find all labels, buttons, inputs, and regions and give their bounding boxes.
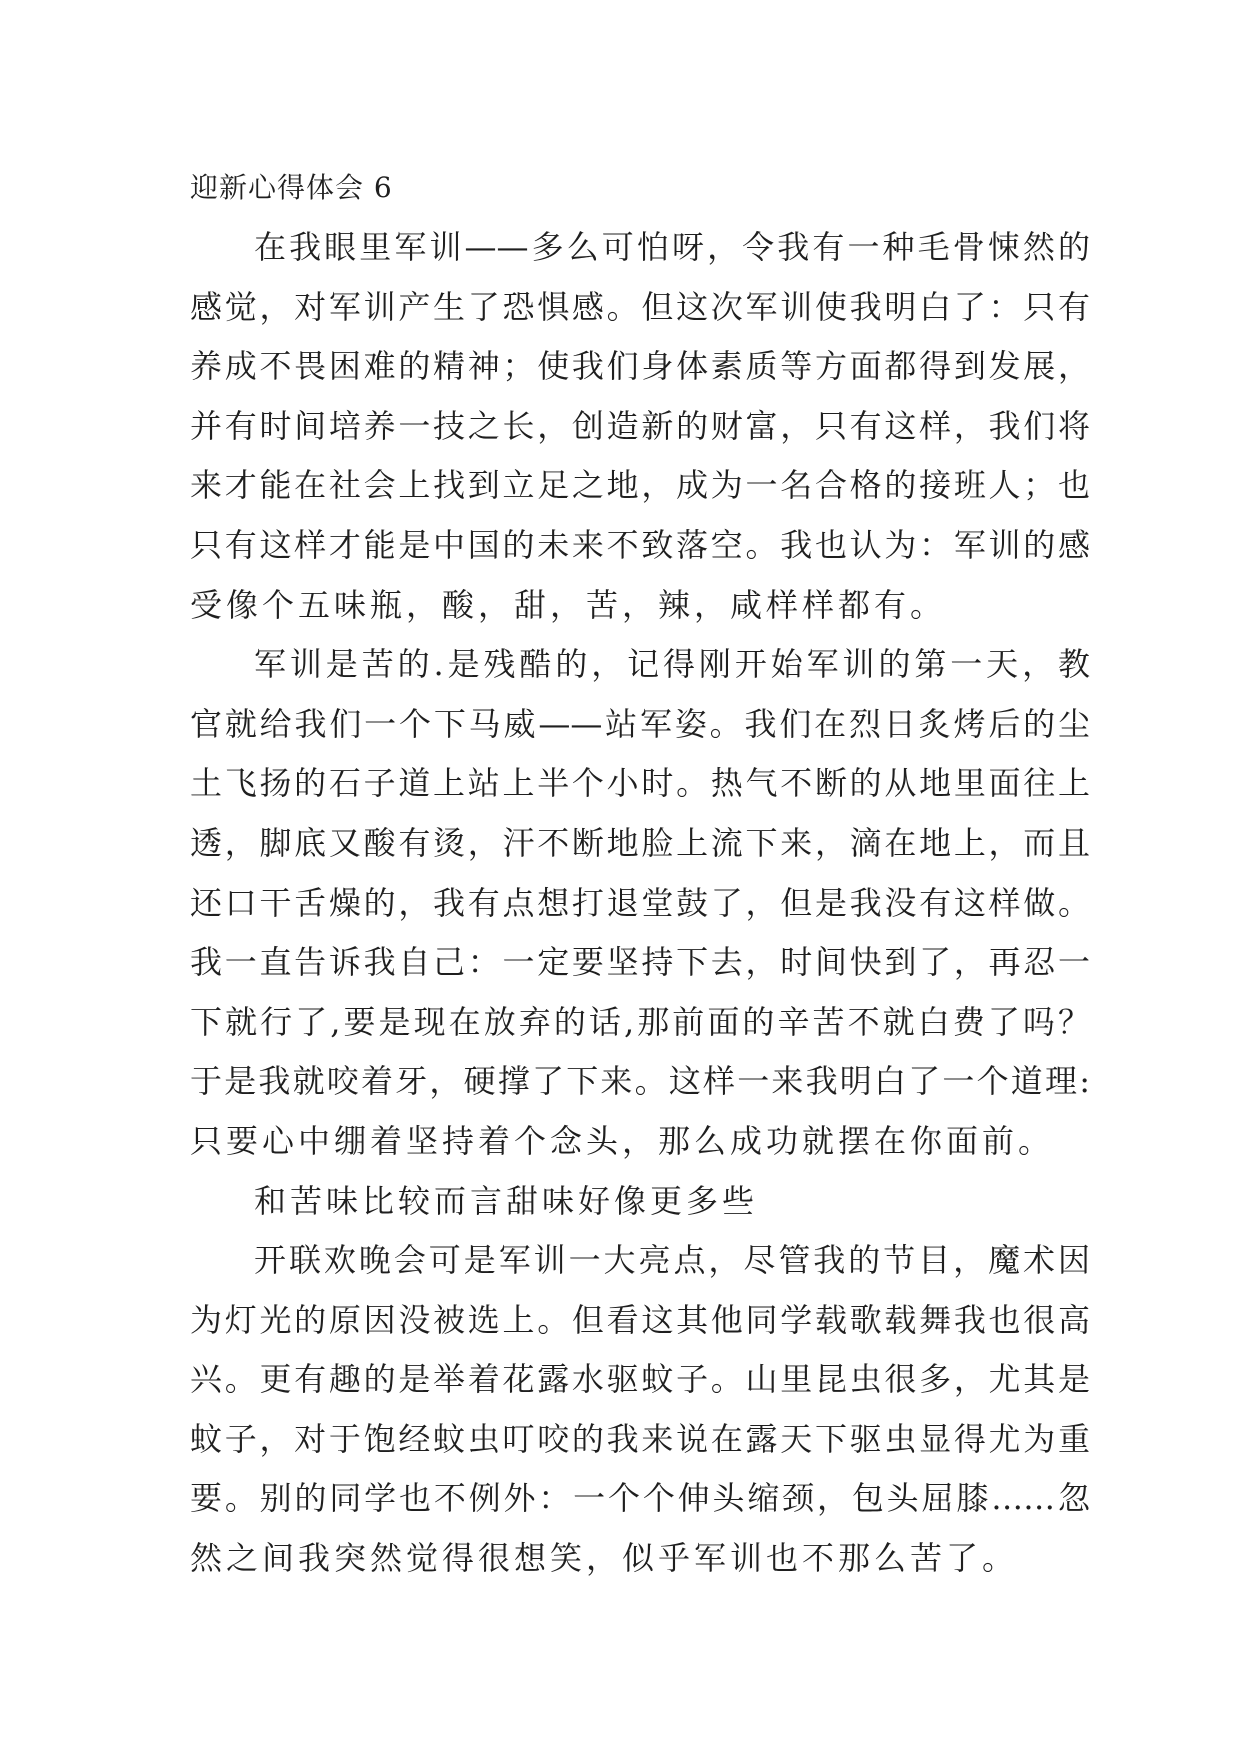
paragraph-line: 要。别的同学也不例外：一个个伸头缩颈，包头屈膝……忽 (190, 1479, 1090, 1518)
paragraph-line: 受像个五味瓶，酸，甜，苦，辣，咸样样都有。 (190, 585, 947, 624)
paragraph-line: 只要心中绷着坚持着个念头，那么成功就摆在你面前。 (190, 1121, 1055, 1160)
paragraph-line: 我一直告诉我自己：一定要坚持下去，时间快到了，再忍一 (190, 943, 1090, 982)
paragraph-line: 并有时间培养一技之长，创造新的财富，只有这样，我们将 (190, 406, 1090, 445)
paragraph-line: 感觉，对军训产生了恐惧感。但这次军训使我明白了：只有 (190, 287, 1090, 326)
paragraph-line: 下就行了,要是现在放弃的话,那前面的辛苦不就白费了吗？ (190, 1002, 1090, 1041)
paragraph-line: 开联欢晚会可是军训一大亮点，尽管我的节目，魔术因 (254, 1241, 1090, 1280)
paragraph-line: 土飞扬的石子道上站上半个小时。热气不断的从地里面往上 (190, 764, 1090, 803)
paragraph-line: 只有这样才能是中国的未来不致落空。我也认为：军训的感 (190, 525, 1090, 564)
paragraph-line: 兴。更有趣的是举着花露水驱蚊子。山里昆虫很多，尤其是 (190, 1360, 1090, 1399)
paragraph-line: 在我眼里军训——多么可怕呀，令我有一种毛骨悚然的 (254, 228, 1090, 266)
document-text (190, 158, 1090, 1589)
paragraph-line: 蚊子，对于饱经蚊虫叮咬的我来说在露天下驱虫显得尤为重 (190, 1419, 1090, 1458)
paragraph-line: 还口干舌燥的，我有点想打退堂鼓了，但是我没有这样做。 (190, 883, 1090, 922)
paragraph-line: 来才能在社会上找到立足之地，成为一名合格的接班人；也 (190, 466, 1090, 505)
paragraph-line: 然之间我突然觉得很想笑，似乎军训也不那么苦了。 (190, 1539, 1019, 1578)
document-title: 迎新心得体会 6 (190, 171, 393, 204)
paragraph-line: 于是我就咬着牙，硬撑了下来。这样一来我明白了一个道理: (190, 1062, 1090, 1101)
paragraph-line: 和苦味比较而言甜味好像更多些 (254, 1181, 759, 1220)
paragraph-line: 养成不畏困难的精神；使我们身体素质等方面都得到发展， (190, 347, 1090, 386)
paragraph-line: 透，脚底又酸有烫，汗不断地脸上流下来，滴在地上，而且 (190, 823, 1090, 862)
paragraph-line: 官就给我们一个下马威——站军姿。我们在烈日炙烤后的尘 (190, 704, 1090, 743)
paragraph-line: 军训是苦的.是残酷的，记得刚开始军训的第一天，教 (254, 645, 1090, 684)
paragraph-line: 为灯光的原因没被选上。但看这其他同学载歌载舞我也很高 (190, 1300, 1090, 1339)
